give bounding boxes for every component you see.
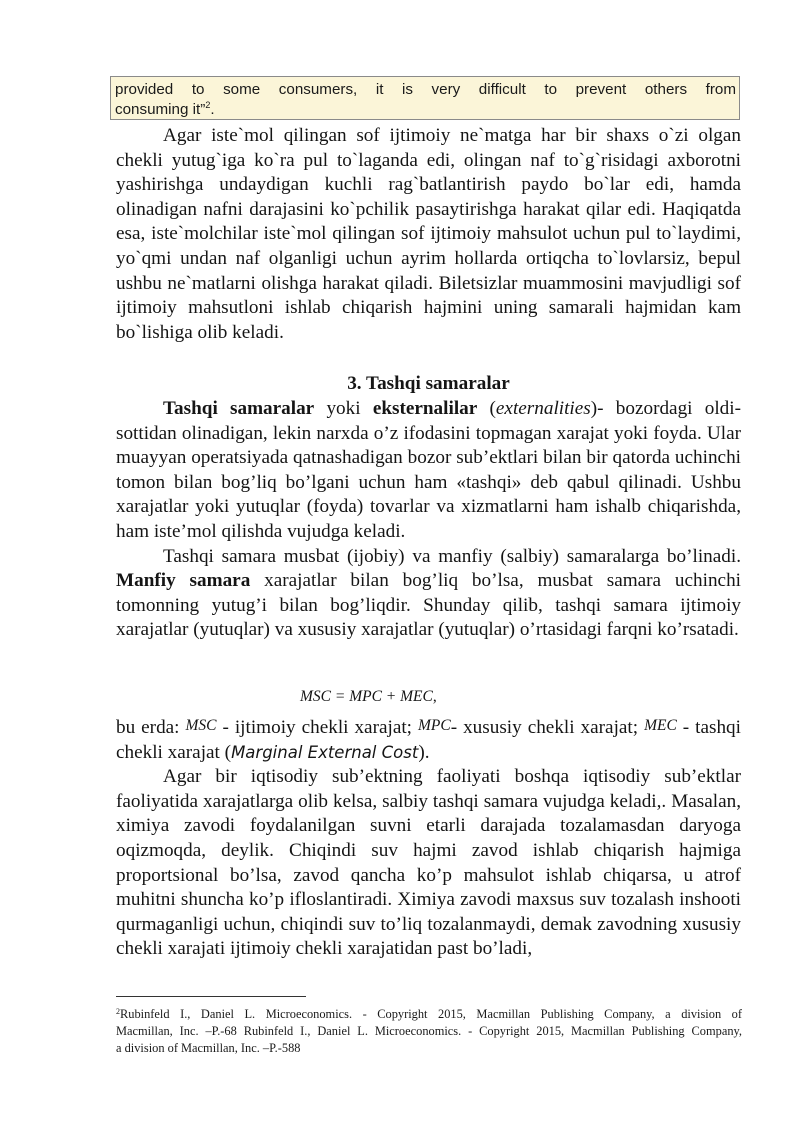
defs-text-1: bu erda:	[116, 717, 186, 738]
para2-text-1: yoki	[314, 398, 373, 419]
body-text-top	[116, 124, 741, 345]
term-tashqi-samaralar: Tashqi samaralar	[163, 398, 315, 419]
footnote-separator	[116, 996, 306, 997]
paragraph-2	[116, 397, 741, 545]
para2-text-3: )- bozordagi oldi-sottidan olinadigan, lekin narxda o’z ifodasini topmagan xarajat yoki foyda. Ular muayyan operatsiyada qatnashadigan bozor sub’ektlari bilan bir qatorda uchinchi tomon bilan bog’liq bo’lgani uchun ham «tashqi» deb qabul qilinadi. Ushbu xarajatlar yoki yutuqlar (foyda) tovarlar va xizmatlarni ham ishalb chiqarishda, ham iste’mol qilishda vujudga keladi.	[116, 398, 741, 542]
footnote-line-2: Macmillan, Inc. –P.-68 Rubinfeld I., Daniel L. Microeconomics. - Copyright 2015, Macmillan Publishing Company,	[116, 1024, 742, 1038]
footnote-line-1-text: Rubinfeld I., Daniel L. Microeconomics. - Copyright 2015, Macmillan Publishing Company, a division of	[120, 1007, 742, 1021]
term-eksternalilar: eksternalilar	[372, 398, 478, 419]
defs-text-4: - tashqi chekli xarajat (	[116, 717, 741, 763]
para3-text-1: Tashqi samara musbat (ijobiy) va manfiy (salbiy) samaralarga bo’linadi.	[163, 545, 741, 567]
quote-line-1: provided to some consumers, it is very difficult to prevent others from	[115, 81, 736, 98]
formula	[300, 688, 437, 706]
footnote-line-1	[116, 1006, 742, 1023]
quote-line-2	[115, 100, 736, 120]
formula-expression: MSC = MPC + MEC	[300, 688, 433, 705]
para3-text-2: xarajatlar bilan bog’liq bo’lsa, musbat samara uchinchi tomonning yutug’i bilan bog’liqdir. Shunday qilib, tashqi samara ijtimoiy xarajatlar (yutuqlar) va xususiy xarajatlar (yutuqlar) o’rtasidagi farqni ko’rsatadi.	[116, 570, 741, 641]
term-marginal-external-cost: Marginal External Cost	[231, 742, 419, 762]
para2-text-2: (	[477, 398, 496, 419]
paragraph-1: Agar iste`mol qilingan sof ijtimoiy ne`matga har bir shaxs o`zi olgan chekli yutug`iga ko`ra pul to`laganda edi, olingan naf to`g`risidagi axborotni yashirishga undaydigan kuchli rag`batlantirish paydo bo`lar edi, hamda olinadigan nafni darajasini ko`pchilik pasaytirishga harakat qilar edi. Haqiqatda esa, iste`molchilar iste`mol qilingan sof ijtimoiy mahsulot uchun pul to`laydimi, yo`qmi undan naf olganligi uchun ayrim hollarda ortiqcha to`lovlarsiz, bepul ushbu ne`matlarni olishga harakat qiladi. Biletsizlar muammosini mavjudligi sof ijtimoiy mahsutloni ishlab chiqarish hajmini uning samarali hajmidan kam bo`lishiga olib keladi.	[116, 125, 741, 343]
footnote-reference: 2	[205, 100, 211, 110]
body-text-bottom	[116, 714, 741, 962]
formula-comma: ,	[432, 688, 437, 705]
quote-end: .	[210, 101, 215, 118]
defs-text-5: ).	[418, 741, 430, 763]
symbol-mpc: MPC	[417, 717, 451, 734]
symbol-mec: MEC	[644, 717, 677, 734]
term-manfiy-samara: Manfiy samara	[116, 570, 251, 592]
term-externalities: externalities	[495, 398, 591, 419]
paragraph-4: Agar bir iqtisodiy sub’ektning faoliyati boshqa iqtisodiy sub’ektlar faoliyatida xarajatlarga olib kelsa, salbiy tashqi samara vujudga keladi,. Masalan, ximiya zavodi foydalanilgan suvni etarli darajada tozalamasdan daryoga oqizmoqda, deylik. Chiqindi suv hajmi zavod ishlab chiqarish hajmiga proportsional bo’lsa, zavod qancha ko’p mahsulot ishlab chiqarsa, u atrof muhitni shuncha ko’p ifloslantiradi. Ximiya zavodi maxsus suv tozalash inshooti qurmaganligi uchun, chiqindi suv to’liq tozalanmaydi, demak zavodning xususiy chekli xarajati ijtimoiy chekli xarajatidan past bo’ladi,	[116, 766, 741, 960]
paragraph-3	[116, 545, 741, 643]
symbol-msc: MSC	[185, 717, 217, 734]
footnote-line-3: a division of Macmillan, Inc. –P.-588	[116, 1041, 301, 1055]
footnote	[116, 1006, 742, 1057]
body-text-middle	[116, 397, 741, 643]
quote-line-2-text: consuming it”	[115, 101, 206, 118]
defs-text-2: - ijtimoiy chekli xarajat;	[216, 717, 418, 738]
section-heading: 3. Tashqi samaralar	[347, 373, 510, 394]
footnote-mark: 2	[116, 1007, 120, 1016]
quote-box	[110, 76, 740, 120]
definitions	[116, 714, 741, 765]
defs-text-3: - xususiy chekli xarajat;	[450, 717, 645, 738]
